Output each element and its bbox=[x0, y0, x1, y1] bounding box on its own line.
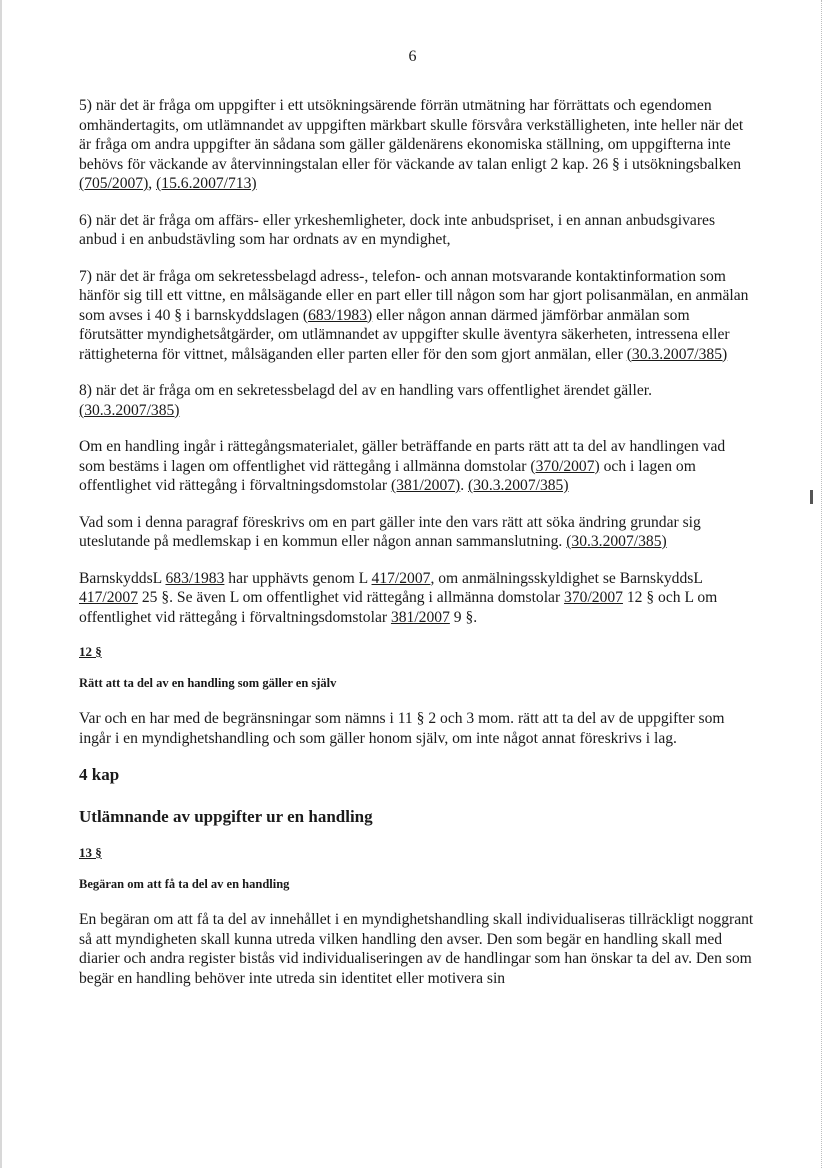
statute-reference-link[interactable]: (30.3.2007/385) bbox=[626, 345, 728, 363]
paragraph-item-6: 6) när det är fråga om affärs- eller yrkeshemligheter, dock inte anbudspriset, i en annan anbudsgivares anbud i en anbudstävling som har ordnats av en myndighet, bbox=[79, 211, 716, 248]
text-segment: 9 §. bbox=[449, 608, 478, 626]
chapter-title: Utlämnande av uppgifter ur en handling bbox=[79, 807, 373, 826]
scan-edge-right bbox=[820, 0, 822, 1168]
statute-reference-link[interactable]: 683/1983 bbox=[165, 569, 225, 587]
text-segment: 8) när det är fråga om en sekretessbelagd del av en handling vars offentlighet ärendet gäller. bbox=[79, 382, 652, 399]
text-segment: eller någon annan därmed jämförbar anmälan som förutsätter myndighetsåtgärder, om utlämnandet av uppgifter skulle äventyra säkerheten, intressena eller rättigheterna för vittnet, målsäganden eller parten eller för den som gjort anmälan, eller bbox=[79, 306, 730, 363]
paragraph-item-7 bbox=[79, 267, 754, 365]
text-segment: , om anmälningsskyldighet se BarnskyddsL bbox=[430, 569, 703, 587]
statute-reference-link[interactable]: 417/2007 bbox=[79, 589, 138, 606]
text-segment: har upphävts genom L bbox=[224, 569, 372, 587]
statute-reference-link[interactable]: (15.6.2007/713) bbox=[156, 175, 257, 192]
section-12-heading: Rätt att ta del av en handling som gäller en själv bbox=[79, 676, 337, 690]
document-body bbox=[79, 96, 754, 1005]
text-segment: . bbox=[460, 477, 469, 494]
section-13-number: 13 § bbox=[79, 845, 102, 860]
section-12-number: 12 § bbox=[79, 644, 102, 659]
page-number: 6 bbox=[408, 48, 417, 65]
text-segment: Om en handling ingår i rättegångsmaterialet, gäller beträffande en parts rätt att ta del av handlingen vad som bestäms i lagen om offentlighet vid rättegång i allmänna domstolar bbox=[79, 438, 726, 475]
chapter-number: 4 kap bbox=[79, 765, 120, 784]
text-segment: 12 § och L om offentlighet vid rättegång i förvaltningsdomstolar bbox=[79, 589, 718, 626]
paragraph-barnskydd-note bbox=[79, 569, 754, 628]
statute-reference-link[interactable]: (370/2007) bbox=[530, 457, 600, 475]
scan-edge-left bbox=[0, 0, 2, 1168]
paragraph-rattegang bbox=[79, 437, 754, 496]
statute-reference-link[interactable]: 417/2007 bbox=[371, 569, 431, 587]
text-segment: Vad som i denna paragraf föreskrivs om en part gäller inte den vars rätt att söka ändring grundar sig uteslutande på medlemskap i en kommun eller någon annan sammanslutning. bbox=[79, 513, 701, 550]
statute-reference-link[interactable]: (683/1983) bbox=[302, 306, 373, 324]
paragraph-item-5 bbox=[79, 96, 754, 194]
text-segment: BarnskyddsL bbox=[79, 569, 166, 587]
text-segment: 5) när det är fråga om uppgifter i ett utsökningsärende förrän utmätning har förrättats och egendomen omhändertagits, om utlämnandet av uppgiften märkbart skulle försvåra verkställigheten, inte heller när det är fråga om andra uppgifter än sådana som gäller gäldenärens ekonomiska ställning, om uppgifterna inte behövs för väckande av återvinningstalan eller för väckande av talan enligt 2 kap. 26 § i utsökningsbalken bbox=[79, 97, 744, 173]
paragraph-medlemskap bbox=[79, 513, 754, 552]
section-13-text: En begäran om att få ta del av innehållet i en myndighetshandling skall individualiseras tillräckligt noggrant så att myndigheten skall kunna utreda vilken handling den avser. Den som begär en handling skall med diarier och andra register bistås vid individualiseringen av de handlingar som han önskar ta del av. Den som begär en handling behöver inte utreda sin identitet eller motivera sin bbox=[79, 911, 754, 987]
text-segment: 7) när det är fråga om sekretessbelagd adress-, telefon- och annan motsvarande kontaktinformation som hänför sig till ett vittne, en målsägande eller en part eller till någon som har gjort polisanmälan, en anmälan som avses i 40 § i barnskyddslagen bbox=[79, 267, 749, 324]
section-12-text: Var och en har med de begränsningar som nämns i 11 § 2 och 3 mom. rätt att ta del av de uppgifter som ingår i en myndighetshandling och som gäller honom själv, om inte något annat föreskrivs i lag. bbox=[79, 710, 725, 747]
statute-reference-link[interactable]: (30.3.2007/385) bbox=[566, 533, 667, 550]
paragraph-item-8 bbox=[79, 381, 754, 420]
statute-reference-link[interactable]: 381/2007 bbox=[390, 608, 450, 626]
statute-reference-link[interactable]: (30.3.2007/385) bbox=[468, 477, 569, 494]
scan-mark bbox=[810, 490, 813, 504]
text-segment: 25 §. Se även L om offentlighet vid rättegång i allmänna domstolar bbox=[137, 589, 565, 606]
statute-reference-link[interactable]: 370/2007 bbox=[564, 589, 623, 606]
text-segment: , bbox=[148, 175, 157, 192]
text-segment: och i lagen om offentlighet vid rättegång i förvaltningsdomstolar bbox=[79, 457, 696, 494]
statute-reference-link[interactable]: (381/2007) bbox=[390, 477, 461, 494]
statute-reference-link[interactable]: (30.3.2007/385) bbox=[79, 401, 180, 419]
section-13-heading: Begäran om att få ta del av en handling bbox=[79, 877, 290, 891]
statute-reference-link[interactable]: (705/2007) bbox=[79, 175, 149, 192]
